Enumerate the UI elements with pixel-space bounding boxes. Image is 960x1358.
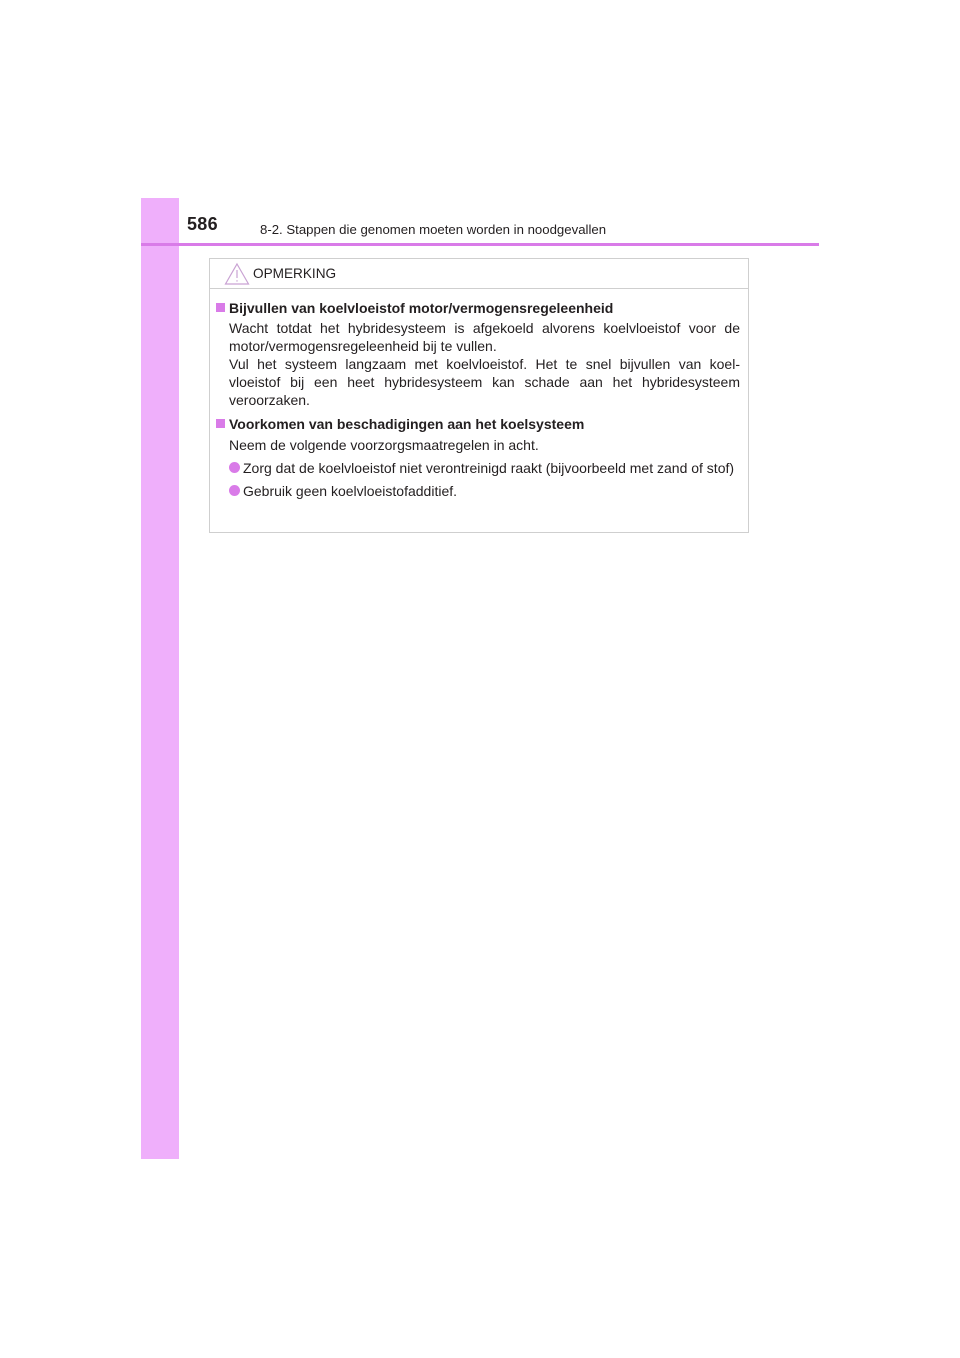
section-title-text: Bijvullen van koelvloeistof motor/vermogensregeleenheid (229, 300, 614, 316)
section-title (210, 415, 750, 433)
notice-content (210, 299, 750, 500)
paragraph: Neem de volgende voorzorgsmaatregelen in acht. (229, 437, 539, 453)
square-bullet-icon (216, 419, 225, 428)
round-bullet-icon (229, 485, 240, 496)
header-rule (141, 243, 819, 246)
page-number: 586 (187, 214, 218, 234)
paragraph: Wacht totdat het hybridesysteem is afgekoeld alvorens koelvloeistof voor de motor/vermogensregeleenheid bij te vullen. (229, 320, 740, 354)
chapter-title: 8-2. Stappen die genomen moeten worden in noodgevallen (260, 222, 607, 237)
notice-label: OPMERKING (253, 266, 337, 281)
warning-triangle-icon (224, 262, 250, 286)
notice-box (209, 258, 749, 533)
list-item (243, 482, 745, 500)
section-title (210, 299, 750, 317)
square-bullet-icon (216, 303, 225, 312)
list-item-text: Zorg dat de koelvloeistof niet verontreinigd raakt (bijvoorbeeld met zand of stof) (243, 460, 735, 476)
list-item-text: Gebruik geen koelvloeistofadditief. (243, 483, 458, 499)
notice-header (210, 259, 748, 289)
paragraph: Vul het systeem langzaam met koelvloeistof. Het te snel bijvullen van koel-vloeistof bij een heet hybridesysteem kan schade aan het hybridesysteem veroorzaken. (229, 356, 740, 408)
chapter-side-tab (141, 198, 179, 1159)
round-bullet-icon (229, 462, 240, 473)
list-item (243, 459, 745, 477)
section-title-text: Voorkomen van beschadigingen aan het koelsysteem (229, 416, 585, 432)
